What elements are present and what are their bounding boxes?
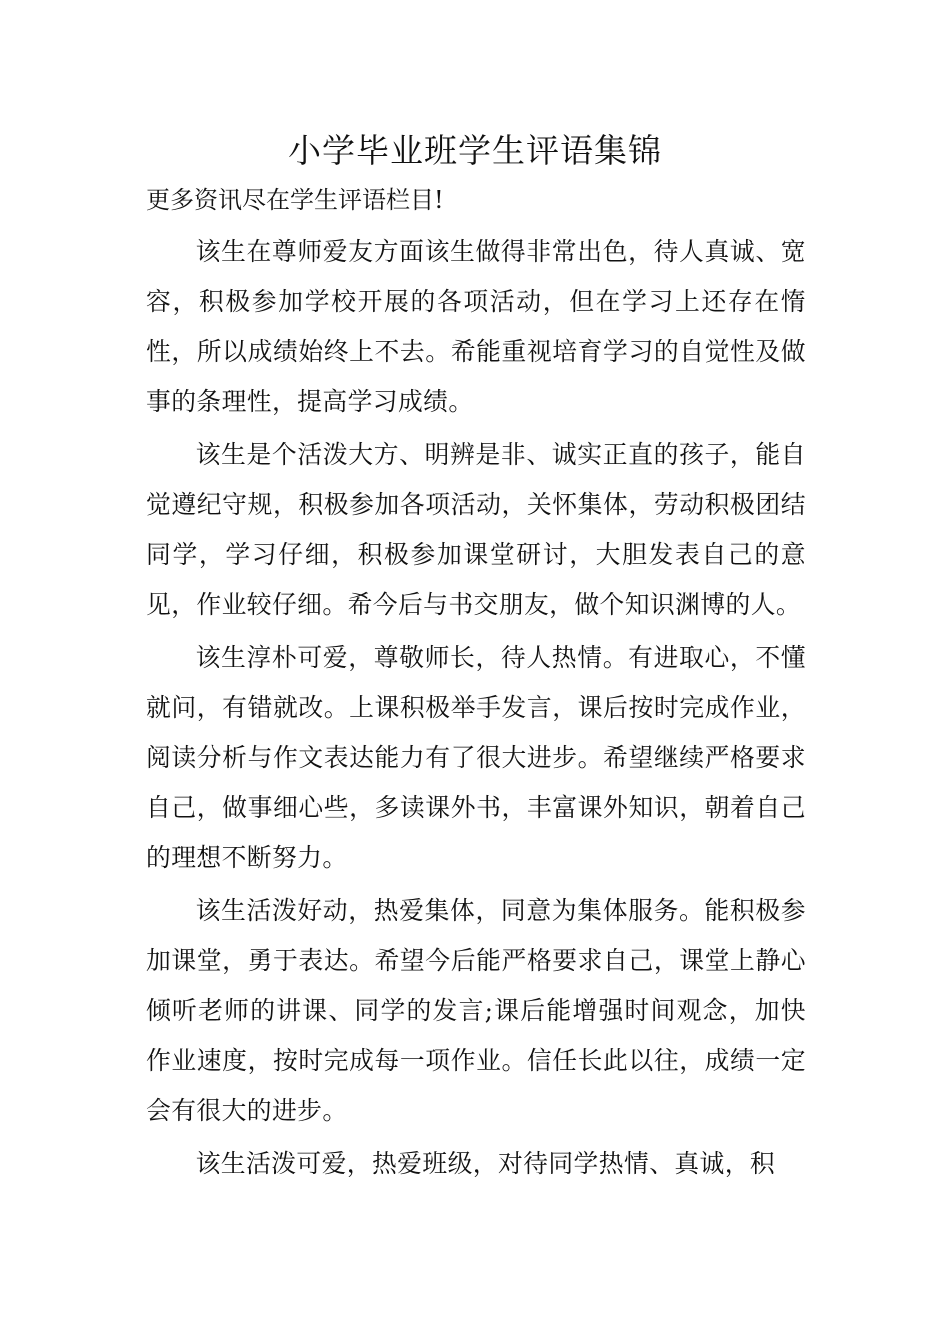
comment-paragraph: 该生活泼可爱，热爱班级，对待同学热情、真诚，积 — [195, 1149, 776, 1178]
comment-paragraph: 该生是个活泼大方、明辨是非、诚实正直的孩子，能自觉遵纪守规，积极参加各项活动，关怀集体，劳动积极团结同学，学习仔细，积极参加课堂研讨，大胆发表自己的意见，作业较仔细。希今后与书交朋友，做个知识渊博的人。 — [146, 440, 806, 619]
comment-paragraph: 该生活泼好动，热爱集体，同意为集体服务。能积极参加课堂，勇于表达。希望今后能严格要求自己，课堂上静心倾听老师的讲课、同学的发言;课后能增强时间观念，加快作业速度，按时完成每一项作业。信任长此以往，成绩一定会有很大的进步。 — [146, 896, 806, 1125]
comment-paragraph: 该生淳朴可爱，尊敬师长，待人热情。有进取心，不懂就问，有错就改。上课积极举手发言，课后按时完成作业，阅读分析与作文表达能力有了很大进步。希望继续严格要求自己，做事细心些，多读课外书，丰富课外知识，朝着自己的理想不断努力。 — [146, 643, 806, 872]
document-body — [146, 227, 806, 1192]
document-title: 小学毕业班学生评语集锦 — [288, 131, 662, 170]
comment-paragraph: 该生在尊师爱友方面该生做得非常出色，待人真诚、宽容，积极参加学校开展的各项活动，但在学习上还存在惰性，所以成绩始终上不去。希能重视培育学习的自觉性及做事的条理性，提高学习成绩。 — [146, 237, 806, 416]
document-subtitle: 更多资讯尽在学生评语栏目! — [146, 186, 444, 214]
